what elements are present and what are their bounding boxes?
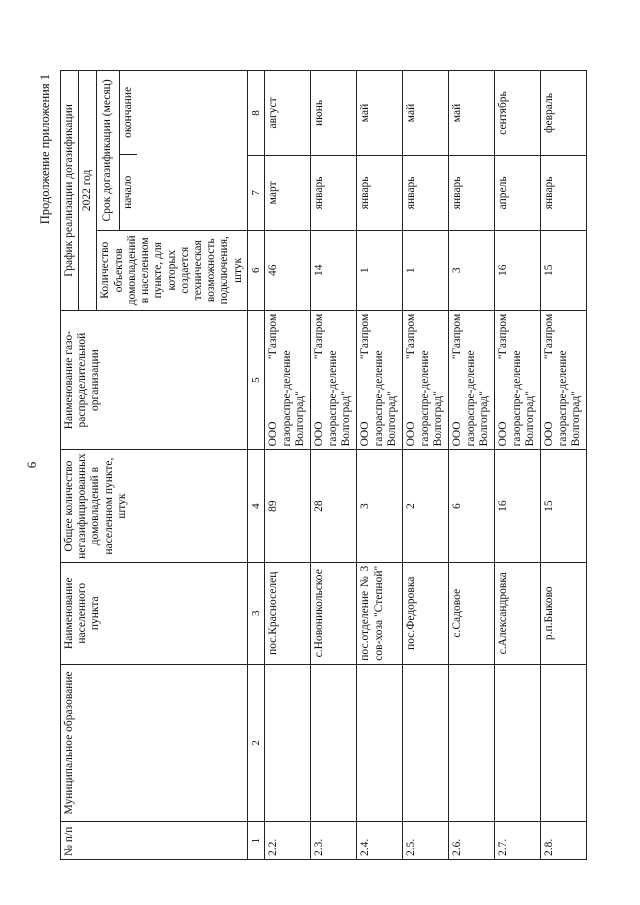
settlement-cell: пос.Федоровка (403, 562, 449, 664)
row-number: 2.2. (265, 822, 311, 860)
gas-organization-cell: ООО "Газпром газораспре-деление Волгоград" (541, 310, 587, 450)
table-row (265, 71, 311, 860)
total-households-cell: 6 (449, 450, 495, 562)
total-households-cell: 89 (265, 450, 311, 562)
settlement-cell: с.Садовое (449, 562, 495, 664)
settlement-cell: пос.Красноселец (265, 562, 311, 664)
table-row (541, 71, 587, 860)
header-period-cell (97, 71, 247, 231)
objects-count-cell: 3 (449, 230, 495, 310)
settlement-cell: р.п.Быково (541, 562, 587, 664)
header-end: окончание (121, 86, 134, 138)
header-year: 2022 год (79, 71, 97, 311)
table-row (311, 71, 357, 860)
dogazification-table (60, 70, 587, 860)
header-total-households: Общее количество негазифицированных домовладений в населенном пункте, штук (61, 450, 248, 562)
row-number: 2.6. (449, 822, 495, 860)
municipality-cell (403, 664, 449, 821)
header-col-number: № п/п (61, 822, 248, 860)
end-month-cell: май (403, 71, 449, 156)
end-month-cell: июнь (311, 71, 357, 156)
municipality-cell (541, 664, 587, 821)
gas-organization-cell: ООО "Газпром газораспре-деление Волгоград" (449, 310, 495, 450)
objects-count-cell: 1 (357, 230, 403, 310)
header-period: Срок догазификации (месяц) (101, 79, 114, 222)
column-number: 6 (247, 230, 265, 310)
header-gas-organization: Наименование газо-распределительной организации (61, 310, 248, 450)
start-month-cell: январь (541, 155, 587, 230)
column-number: 1 (247, 822, 265, 860)
row-number: 2.3. (311, 822, 357, 860)
column-number: 2 (247, 664, 265, 821)
gas-organization-cell: ООО "Газпром газораспре-деление Волгоград" (311, 310, 357, 450)
column-number: 8 (247, 71, 265, 156)
header-period-subcells (119, 71, 137, 230)
end-month-cell: август (265, 71, 311, 156)
objects-count-cell: 15 (541, 230, 587, 310)
table-row (449, 71, 495, 860)
column-number: 3 (247, 562, 265, 664)
header-settlement: Наименование населенного пункта (61, 562, 248, 664)
header-row-1 (61, 71, 79, 860)
end-month-cell: май (449, 71, 495, 156)
start-month-cell: январь (449, 155, 495, 230)
total-households-cell: 15 (541, 450, 587, 562)
municipality-cell (265, 664, 311, 821)
start-month-cell: январь (311, 155, 357, 230)
total-households-cell: 28 (311, 450, 357, 562)
total-households-cell: 3 (357, 450, 403, 562)
gas-organization-cell: ООО "Газпром газораспре-деление Волгоград" (495, 310, 541, 450)
rotated-document-page (24, 70, 582, 860)
start-month-cell: апрель (495, 155, 541, 230)
column-number: 5 (247, 310, 265, 450)
gas-organization-cell: ООО "Газпром газораспре-деление Волгоград" (265, 310, 311, 450)
row-number: 2.8. (541, 822, 587, 860)
settlement-cell: пос.отделение № 3 сов-хоза "Степной" (357, 562, 403, 664)
column-number: 7 (247, 155, 265, 230)
end-month-cell: февраль (541, 71, 587, 156)
objects-count-cell: 16 (495, 230, 541, 310)
header-objects-count: Количество объектов домовладений в населенном пункте, для которых создается техническая возможность подключения, штук (97, 230, 247, 310)
header-start: начало (120, 154, 137, 230)
settlement-cell: с.Новоникольское (311, 562, 357, 664)
start-month-cell: март (265, 155, 311, 230)
end-month-cell: сентябрь (495, 71, 541, 156)
continuation-label: Продолжение приложения 1 (38, 74, 52, 225)
start-month-cell: январь (357, 155, 403, 230)
page-number: 6 (24, 461, 39, 469)
total-households-cell: 16 (495, 450, 541, 562)
objects-count-cell: 46 (265, 230, 311, 310)
row-number: 2.7. (495, 822, 541, 860)
table-row (403, 71, 449, 860)
start-month-cell: январь (403, 155, 449, 230)
municipality-cell (311, 664, 357, 821)
gas-organization-cell: ООО "Газпром газораспре-деление Волгоград" (403, 310, 449, 450)
column-number: 4 (247, 450, 265, 562)
header-municipality: Муниципальное образование (61, 664, 248, 821)
municipality-cell (495, 664, 541, 821)
table-row (357, 71, 403, 860)
row-number: 2.4. (357, 822, 403, 860)
header-schedule: График реализации догазификации (61, 71, 79, 311)
end-month-cell: май (357, 71, 403, 156)
row-number: 2.5. (403, 822, 449, 860)
objects-count-cell: 14 (311, 230, 357, 310)
gas-organization-cell: ООО "Газпром газораспре-деление Волгоград" (357, 310, 403, 450)
municipality-cell (449, 664, 495, 821)
column-number-row (247, 71, 265, 860)
settlement-cell: с.Александровка (495, 562, 541, 664)
municipality-cell (357, 664, 403, 821)
objects-count-cell: 1 (403, 230, 449, 310)
total-households-cell: 2 (403, 450, 449, 562)
table-row (495, 71, 541, 860)
